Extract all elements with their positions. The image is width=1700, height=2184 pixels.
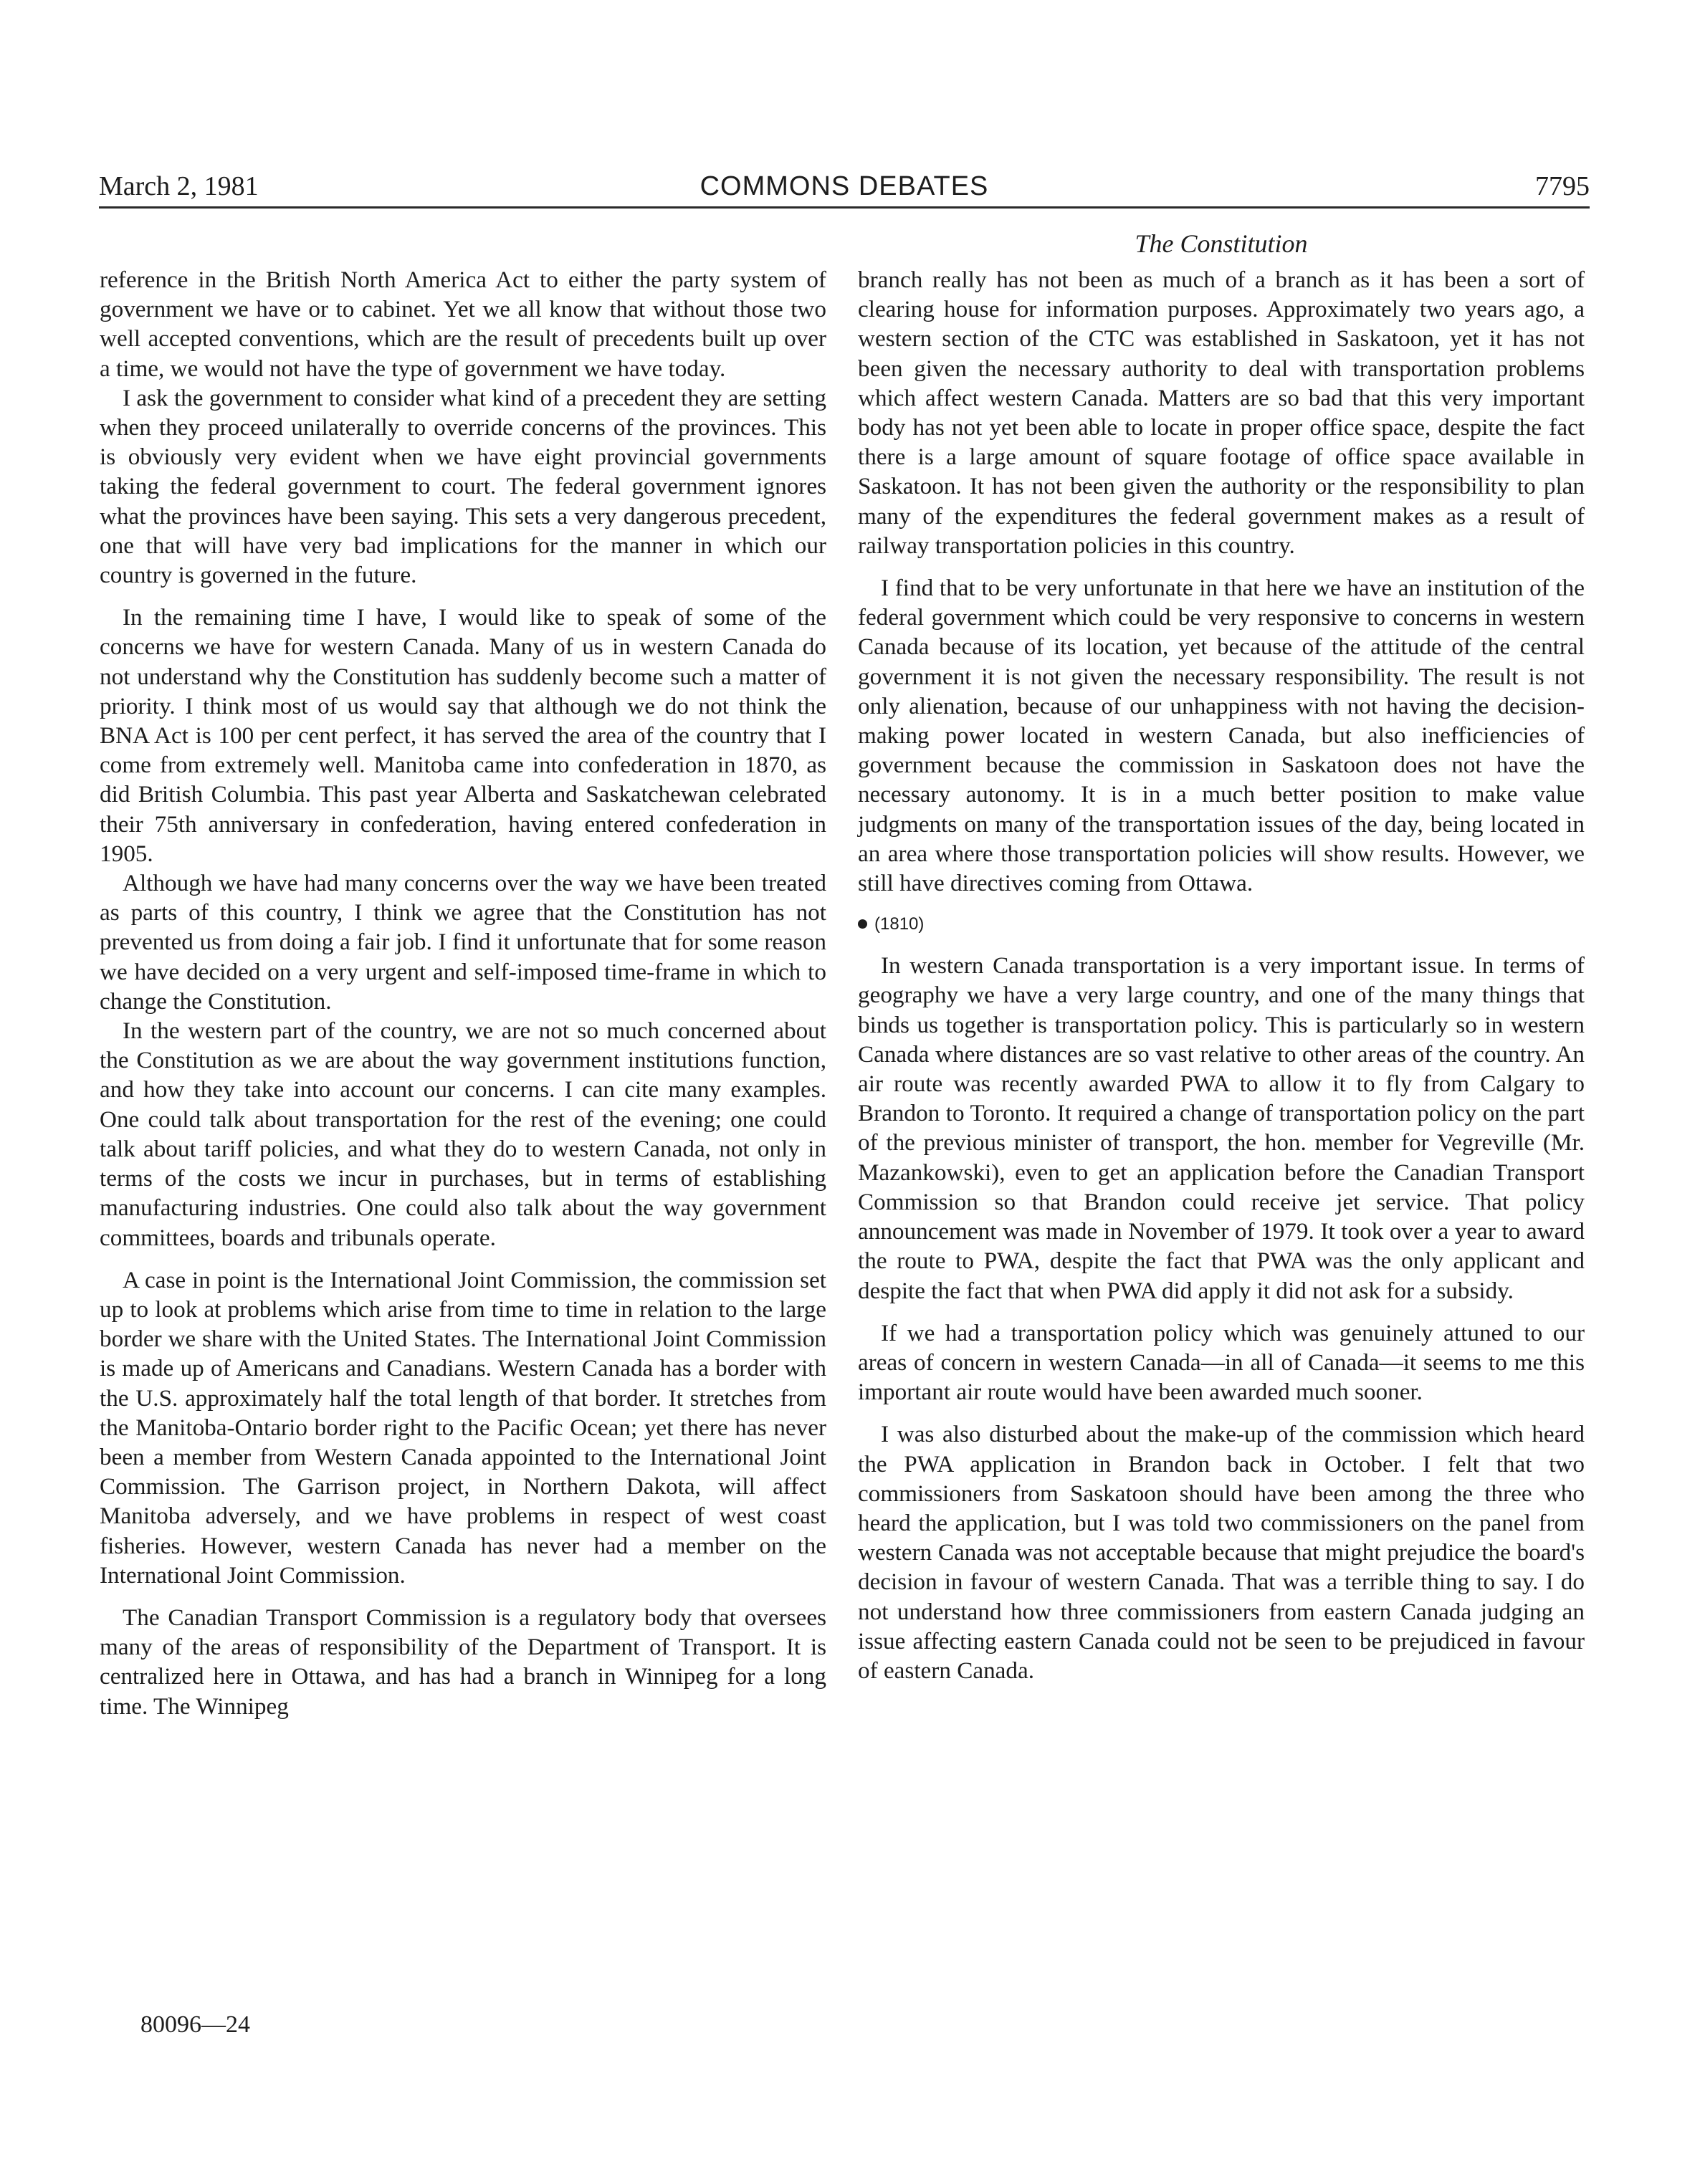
paragraph: branch really has not been as much of a branch as it has been a sort of clearing house for information purposes. Approximately two years ago, a western section of the CTC was established in Saskatoon, yet it has not been given the necessary authority to deal with transportation problems which affect western Canada. Matters are so bad that this very important body has not yet been able to locate in proper office space, despite the fact there is a large amount of square footage of office space available in Saskatoon. It has not been given the authority or the responsibility to plan many of the expenditures the federal government makes as a result of railway transportation policies in this country. [858, 267, 1585, 559]
header-title: COMMONS DEBATES [699, 171, 989, 201]
paragraph: In the western part of the country, we are not so much concerned about the Constitution as we are about the way government institutions function, and how they take into account our concerns. I can cite many examples. One could talk about transportation for the rest of the evening; one could talk about tariff policies, and what they do to western Canada, not only in terms of the costs we incur in purchases, but in terms of establishing manufacturing industries. One could also talk about the way government committees, boards and tribunals operate. [100, 1017, 826, 1251]
paragraph: In the remaining time I have, I would like to speak of some of the concerns we have for western Canada. Many of us in western Canada do not understand why the Constitution has suddenly become such a matter of priority. I think most of us would say that although we do not think the BNA Act is 100 per cent perfect, it has served the area of the country that I come from extremely well. Manitoba came into confederation in 1870, as did British Columbia. This past year Alberta and Saskatchewan celebrated their 75th anniversary in confederation, having entered confederation in 1905. [100, 604, 826, 867]
header-date: March 2, 1981 [99, 171, 259, 201]
timestamp-text: (1810) [874, 914, 925, 934]
page-header [99, 169, 1590, 209]
paragraph: A case in point is the International Joint Commission, the commission set up to look at problems which arise from time to time in relation to the large border we share with the United States. The International Joint Commission is made up of Americans and Canadians. Western Canada has a border with the U.S. approximately half the total length of that border. It stretches from the Manitoba-Ontario border right to the Pacific Ocean; yet there has never been a member from Western Canada appointed to the International Joint Commission. The Garrison project, in Northern Dakota, will affect Manitoba adversely, and we have problems in respect of west coast fisheries. However, western Canada has never had a member on the International Joint Commission. [100, 1266, 826, 1589]
paragraph: I ask the government to consider what kind of a precedent they are setting when they proceed unilaterally to override concerns of the provinces. This is obviously very evident when we have eight provincial governments taking the federal government to court. The federal government ignores what the provinces have been saying. This sets a very dangerous precedent, one that will have very bad implications for the manner in which our country is governed in the future. [100, 384, 826, 589]
paragraph: I was also disturbed about the make-up of the commission which heard the PWA application in Brandon back in October. I felt that two commissioners from Saskatoon should have been among the three who heard the application, but I was told two commissioners on the panel from western Canada was not acceptable because that might prejudice the board's decision in favour of western Canada. That was a terrible thing to say. I do not understand how three commissioners from eastern Canada judging an issue affecting eastern Canada could not be seen to be prejudiced in favour of eastern Canada. [858, 1421, 1585, 1684]
timestamp-marker [858, 914, 1585, 935]
header-page-number: 7795 [1535, 171, 1590, 201]
left-column [100, 265, 826, 1721]
right-column [858, 265, 1585, 1685]
paragraph: Although we have had many concerns over the way we have been treated as parts of this country, I think we agree that the Constitution has not prevented us from doing a fair job. I find it unfortunate that for some reason we have decided on a very urgent and self-imposed time-frame in which to change the Constitution. [100, 870, 826, 1015]
paragraph: I find that to be very unfortunate in that here we have an institution of the federal government which could be very responsive to concerns in western Canada because of its location, yet because of the attitude of the central government it is not given the necessary responsibility. The result is not only alienation, because of our unhappiness with not having the decision-making power located in western Canada, but also inefficiencies of government because the commission in Saskatoon does not have the necessary autonomy. It is in a much better position to make value judgments on many of the transportation issues of the day, being located in an area where those transportation policies will show results. However, we still have directives coming from Ottawa. [858, 575, 1585, 897]
paragraph: In western Canada transportation is a very important issue. In terms of geography we have a very large country, and one of the many things that binds us together is transportation policy. This is particularly so in western Canada where distances are so vast relative to other areas of the country. An air route was recently awarded PWA to allow it to fly from Calgary to Brandon to Toronto. It required a change of transportation policy on the part of the previous minister of transport, the hon. member for Vegreville (Mr. Mazankowski), even to get an application before the Canadian Transport Commission so that Brandon could receive jet service. That policy announcement was made in November of 1979. It took over a year to award the route to PWA, despite the fact that PWA was the only applicant and despite the fact that when PWA did apply it did not ask for a subsidy. [858, 952, 1585, 1304]
section-title: The Constitution [1135, 229, 1308, 258]
paragraph: reference in the British North America Act to either the party system of government we have or to cabinet. Yet we all know that without those two well accepted conventions, which are the result of precedents built up over a time, we would not have the type of government we have today. [100, 267, 826, 382]
bullet-icon [858, 919, 867, 929]
footer-code: 80096—24 [140, 2011, 250, 2038]
paragraph: The Canadian Transport Commission is a regulatory body that oversees many of the areas of responsibility of the Department of Transport. It is centralized here in Ottawa, and has had a branch in Winnipeg for a long time. The Winnipeg [100, 1604, 826, 1720]
paragraph: If we had a transportation policy which was genuinely attuned to our areas of concern in western Canada—in all of Canada—it seems to me this important air route would have been awarded much sooner. [858, 1319, 1585, 1406]
